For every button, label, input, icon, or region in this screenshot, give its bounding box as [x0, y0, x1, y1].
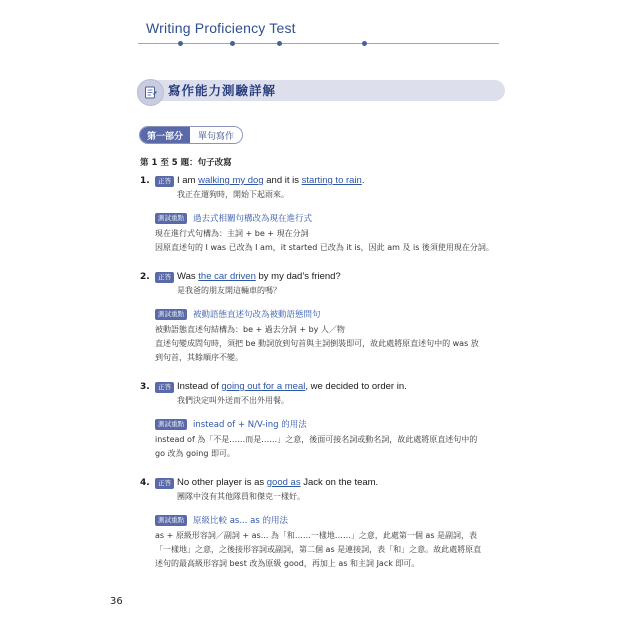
item-number: 2. [140, 272, 150, 282]
section-title: 寫作能力測驗詳解 [168, 83, 277, 98]
sentence-highlight: good as [266, 477, 301, 488]
sentence-part: No other player is as [177, 477, 267, 488]
keypoint-row [155, 212, 312, 224]
answer-badge: 正答 [155, 478, 174, 489]
sentence-part: , we decided to order in. [305, 381, 407, 392]
answer-sentence [177, 175, 364, 186]
explanation-line: as + 原級形容詞／副詞 + as... 為「和……一樣地……」之意，此處第一個 as 是副詞，表 [155, 531, 478, 540]
sentence-part: . [361, 175, 365, 186]
header-dot [178, 41, 183, 46]
explanation-line: instead of 為「不是……而是……」之意，後面可接名詞或動名詞，故此處將原直述句中的 [155, 435, 478, 444]
part-tag [139, 126, 243, 144]
header-divider [138, 43, 499, 44]
sentence-highlight: going out for a meal [221, 381, 306, 392]
answer-badge: 正答 [155, 176, 174, 187]
explanation [155, 227, 515, 255]
explanation-line: 因原直述句的 I was 已改為 I am，it started 已改為 it is，因此 am 及 is 後須使用現在分詞。 [155, 243, 494, 252]
explanation-line: 到句首，其餘順序不變。 [155, 353, 243, 362]
keypoint-title: instead of + N/V-ing 的用法 [193, 420, 307, 430]
item-number: 3. [140, 382, 150, 392]
keypoint-title: 原級比較 as... as 的用法 [193, 516, 288, 526]
chinese-translation: 團隊中沒有其他隊員和傑克一樣好。 [177, 492, 305, 501]
explanation [155, 433, 515, 461]
keypoint-row [155, 308, 321, 320]
keypoint-row [155, 514, 288, 526]
answer-sentence [177, 381, 407, 392]
explanation-line: 直述句變成問句時，須把 be 動詞放到句首與主詞倒裝即可，故此處將原直述句中的 was 放 [155, 339, 479, 348]
keypoint-title: 被動語態直述句改為被動語態問句 [193, 310, 321, 320]
explanation-line: 被動語態直述句結構為：be + 過去分詞 + by 人／物 [155, 325, 345, 334]
item-number: 1. [140, 176, 150, 186]
item-number: 4. [140, 478, 150, 488]
sentence-part: Was [177, 271, 199, 282]
explanation-line: go 改為 going 即可。 [155, 449, 235, 458]
explanation-line: 述句的最高級形容詞 best 改為原級 good，再加上 as 和主詞 Jack 即可。 [155, 559, 420, 568]
sentence-highlight: the car driven [198, 271, 256, 282]
sentence-highlight: starting to rain [301, 175, 362, 186]
sentence-part: Instead of [177, 381, 222, 392]
running-header-title: Writing Proficiency Test [146, 20, 296, 36]
answer-badge: 正答 [155, 272, 174, 283]
keypoint-title: 過去式相關句構改為現在進行式 [193, 214, 313, 224]
sentence-part: I am [177, 175, 199, 186]
keypoint-badge: 測試重點 [155, 309, 187, 320]
answer-badge: 正答 [155, 382, 174, 393]
sentence-part: by my dad’s friend? [255, 271, 341, 282]
chinese-translation: 是我爸的朋友開這輛車的嗎？ [177, 286, 281, 295]
chinese-translation: 我正在遛狗時，開始下起雨來。 [177, 190, 289, 199]
explanation [155, 323, 515, 365]
sentence-part: and it is [263, 175, 302, 186]
keypoint-badge: 測試重點 [155, 419, 187, 430]
keypoint-badge: 測試重點 [155, 515, 187, 526]
header-dot [230, 41, 235, 46]
notepad-icon [137, 79, 164, 106]
keypoint-badge: 測試重點 [155, 213, 187, 224]
keypoint-row [155, 418, 307, 430]
question-range-heading: 第 1 至 5 題：句子改寫 [140, 158, 232, 168]
sentence-part: Jack on the team. [300, 477, 379, 488]
page-number: 36 [110, 596, 123, 607]
header-dot [277, 41, 282, 46]
part-tag-subject: 單句寫作 [190, 127, 242, 143]
explanation-line: 現在進行式句構為：主詞 + be + 現在分詞 [155, 229, 309, 238]
answer-sentence [177, 271, 341, 282]
explanation [155, 529, 515, 571]
answer-sentence [177, 477, 378, 488]
explanation-line: 「一樣地」之意，之後接形容詞或副詞，第二個 as 是連接詞，表「和」之意。故此處將原直 [155, 545, 482, 554]
header-dot [362, 41, 367, 46]
part-tag-label: 第一部分 [140, 127, 190, 143]
sentence-highlight: walking my dog [198, 175, 264, 186]
chinese-translation: 我們決定叫外送而不出外用餐。 [177, 396, 289, 405]
